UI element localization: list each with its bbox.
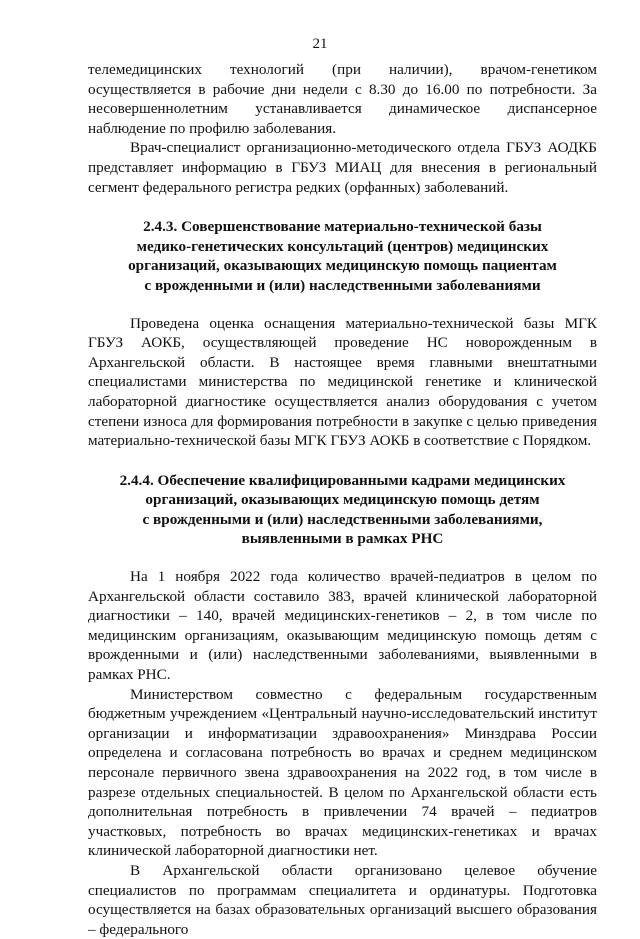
- heading-line: выявленными в рамках РНС: [241, 530, 444, 548]
- section-heading-2-4-4: [88, 471, 597, 549]
- paragraph-equipment-assessment: Проведена оценка оснащения материально-технической базы МГК ГБУЗ АОКБ, осуществляющей проведение НС новорожденным в Архангельской области. В настоящее время главными внештатными специалистами министерства по медицинской генетике и клинической лабораторной диагностике осуществляется анализ оборудования с учетом степени износа для формирования потребности в закупке с целью приведения материально-технической базы МГК ГБУЗ АОКБ в соответствие с Порядком.: [88, 314, 597, 450]
- paragraph-staff-count: На 1 ноября 2022 года количество врачей-педиатров в целом по Архангельской области составило 383, врачей клинической лабораторной диагностики – 140, врачей медицинских-генетиков – 2, в том числе по медицинским организациям, оказывающим медицинскую помощь детям с врожденными и (или) наследственными заболеваниями, выявленными в рамках РНС.: [88, 568, 597, 684]
- paragraph-targeted-training: В Архангельской области организовано целевое обучение специалистов по программам специалитета и ординатуры. Подготовка осуществляется на базах образовательных организаций высшего образования – федерального: [88, 861, 597, 938]
- heading-line: с врожденными и (или) наследственными заболеваниями: [144, 276, 541, 294]
- heading-line: медико-генетических консультаций (центров) медицинских: [136, 237, 549, 255]
- paragraph-telemedicine: телемедицинских технологий (при наличии), врачом-генетиком осуществляется в рабочие дни недели с 8.30 до 16.00 по потребности. За несовершеннолетним устанавливается динамическое диспансерное наблюдение по профилю заболевания.: [88, 61, 597, 137]
- heading-line: организаций, оказывающих медицинскую помощь пациентам: [128, 257, 557, 275]
- heading-line: с врожденными и (или) наследственными заболеваниями,: [142, 510, 543, 528]
- section-heading-2-4-3: [88, 217, 597, 295]
- paragraph-staff-demand: Министерством совместно с федеральным государственным бюджетным учреждением «Центральный научно-исследовательский институт организации и информатизации здравоохранения» Минздрава России определена и согласована потребность во врачах и среднем медицинском персонале первичного звена здравоохранения на 2022 год, в том числе в разрезе отдельных специальностей. В целом по Архангельской области есть дополнительная потребность в привлечении 74 врачей – педиатров участковых, потребность во врачах медицинских-генетиках и врачах клинической лабораторной диагностики нет.: [88, 685, 597, 860]
- page-number: 21: [312, 36, 328, 52]
- document-body: [88, 60, 597, 939]
- heading-line: 2.4.4. Обеспечение квалифицированными кадрами медицинских: [119, 471, 566, 489]
- paragraph-registry: Врач-специалист организационно-методического отдела ГБУЗ АОДКБ представляет информацию в ГБУЗ МИАЦ для внесения в региональный сегмент федерального регистра редких (орфанных) заболеваний.: [88, 139, 597, 196]
- heading-line: организаций, оказывающих медицинскую помощь детям: [145, 491, 540, 509]
- heading-line: 2.4.3. Совершенствование материально-технической базы: [143, 218, 542, 236]
